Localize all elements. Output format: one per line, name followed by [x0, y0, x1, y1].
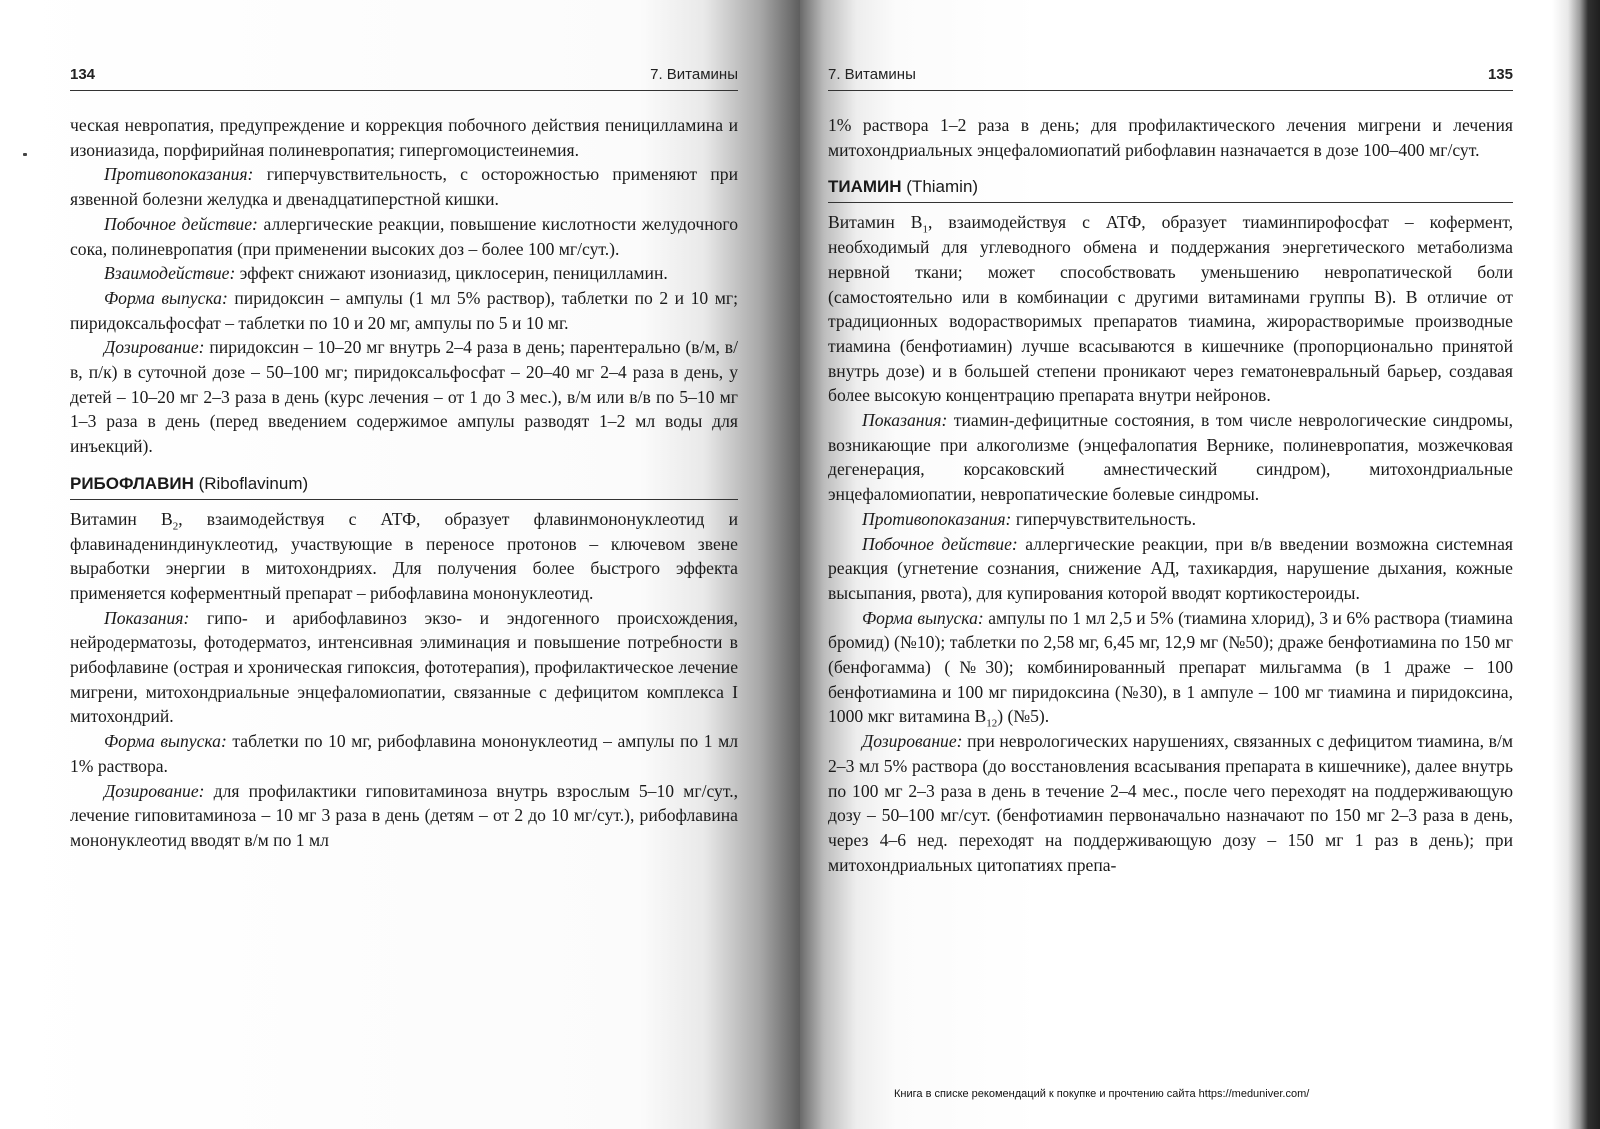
paragraph-continuation: 1% раствора 1–2 раза в день; для профилактического лечения мигрени и лечения митохондриальных энцефаломиопатий рибофлавин назначается в дозе 100–400 мг/сут. — [828, 115, 1513, 160]
running-head: 7. Витамины — [650, 66, 738, 83]
paragraph-side-effects — [828, 532, 1513, 606]
section-heading-riboflavin — [70, 472, 738, 500]
intro-text: , взаимодействуя с АТФ, образует флавинмононуклеотид и флавинадениндинуклеотид, участвующие в переносе протонов – ключевом звене выработки энергии в митохондриях. Для получения более быстрого эффекта применяется коферментный препарат – рибофлавина мононуклеотид. — [70, 508, 738, 603]
paragraph-label: Противопоказания: — [862, 508, 1012, 529]
section-title: ТИАМИН — [828, 177, 902, 197]
page-number: 134 — [70, 66, 96, 83]
paragraph-text: эффект снижают изониазид, циклосерин, пеницилламин. — [235, 263, 668, 284]
paragraph-label: Взаимодействие: — [104, 263, 236, 284]
paragraph-indications — [70, 606, 738, 730]
paragraph-dosing — [828, 729, 1513, 877]
right-page — [800, 0, 1600, 1129]
paragraph-text: тиамин-дефицитные состояния, в том числе неврологические синдромы, возникающие при алкоголизме (энцефалопатия Вернике, полиневропатия, мозжечковая дегенерация, корсаковский амнестический синдром), митохондриальные энцефаломиопатии, невропатические болевые синдромы. — [828, 410, 1513, 505]
header-rule — [70, 90, 738, 91]
paragraph-text: аллергические реакции, повышение кислотности желудочного сока, полиневропатия (при применении высоких доз – более 100 мг/сут.). — [70, 213, 738, 259]
paragraph-dosage-form — [70, 729, 738, 778]
right-page-header — [828, 66, 1513, 86]
vitamin-subscript: 1 — [922, 223, 929, 236]
paragraph-label: Побочное действие: — [104, 213, 258, 234]
paragraph-text: гиперчувствительность, с осторожностью применяют при язвенной болезни желудка и двенадцатиперстной кишки. — [70, 164, 738, 210]
paragraph-label: Форма выпуска: — [104, 287, 228, 308]
paragraph-label: Дозирование: — [104, 780, 205, 801]
paragraph-contraindications — [828, 507, 1513, 532]
paragraph-contraindications — [70, 162, 738, 211]
intro-text: Витамин B — [70, 508, 173, 529]
paragraph-label: Показания: — [862, 410, 948, 431]
paragraph-label: Побочное действие: — [862, 533, 1018, 554]
section-title: РИБОФЛАВИН — [70, 473, 194, 493]
vitamin-subscript: 2 — [172, 520, 179, 533]
paragraph-text: ампулы по 1 мл 2,5 и 5% (тиамина хлорид), 3 и 6% раствора (тиамина бромид) (№10); таблетки по 2,58 мг, 6,45 мг, 12,9 мг (№50); драже бенфотиамина по 150 мг (бенфогамма) (№30); комбинированный препарат мильгамма (в 1 драже – 100 бенфотиамина и 100 мг пиридоксина (№30), в 1 ампуле – 100 мг тиамина и пиридоксина, 1000 мкг витамина B — [828, 607, 1513, 727]
left-page-body — [70, 113, 738, 853]
paragraph-text: ) (№5). — [997, 706, 1050, 727]
paragraph-label: Показания: — [104, 607, 190, 628]
paragraph-dosage-form — [828, 606, 1513, 730]
paragraph-intro — [828, 210, 1513, 408]
paragraph-interaction — [70, 261, 738, 286]
paragraph-text: пиридоксин – ампулы (1 мл 5% раствор), таблетки по 2 и 10 мг; пиридоксальфосфат – таблетки по 10 и 20 мг, ампулы по 5 и 10 мг. — [70, 287, 738, 333]
paragraph-indications — [828, 408, 1513, 507]
paragraph-side-effects — [70, 212, 738, 261]
paragraph-text: гиперчувствительность. — [1011, 508, 1196, 529]
paragraph-dosing — [70, 779, 738, 853]
intro-text: Витамин B — [828, 212, 923, 233]
paragraph-label: Дозирование: — [104, 337, 205, 358]
left-page-header — [70, 66, 738, 86]
page-number: 135 — [1487, 66, 1513, 83]
intro-text: , взаимодействуя с АТФ, образует тиаминпирофосфат – кофермент, необходимый для углеводного обмена и поддержания энергетического метаболизма нервной ткани; может способствовать уменьшению невропатической боли (самостоятельно или в комбинации с другими витаминами группы B). В отличие от традиционных водорастворимых препаратов тиамина, жирорастворимые производные тиамина (бенфотиамин) лучше всасываются в кишечнике (пропорционально принятой внутрь дозе) и в большей степени проникают через гематоневральный барьер, создавая более высокую концентрацию препарата внутри нейронов. — [828, 212, 1513, 406]
stray-mark — [23, 153, 27, 156]
paragraph-label: Противопоказания: — [104, 164, 254, 185]
header-rule — [828, 90, 1513, 91]
paragraph-text: для профилактики гиповитаминоза внутрь взрослым 5–10 мг/сут., лечение гиповитаминоза – 10 мг 3 раза в день (детям – от 2 до 10 мг/сут.), рибофлавина мононуклеотид вводят в/м по 1 мл — [70, 780, 738, 850]
section-latin-name: (Thiamin) — [901, 177, 979, 197]
paragraph-text: при неврологических нарушениях, связанных с дефицитом тиамина, в/м 2–3 мл 5% раствора (до восстановления всасывания препарата в кишечнике), далее внутрь по 100 мг 2–3 раза в день в течение 2–4 мес., после чего переходят на поддерживающую дозу – 50–100 мг/сут. (бенфотиамин первоначально назначают по 150 мг 2–3 раза в день, через 4–6 нед. переходят на поддерживающую дозу – 150 мг 1 раз в день); при митохондриальных цитопатиях препа- — [828, 731, 1513, 875]
footer-note: Книга в списке рекомендаций к покупке и прочтению сайта https://meduniver.com/ — [894, 1088, 1310, 1100]
vitamin-subscript: 12 — [986, 717, 998, 730]
paragraph-text: гипо- и арибофлавиноз экзо- и эндогенного происхождения, нейродерматозы, фотодерматоз, интенсивная элиминация и повышение потребности в рибофлавине (острая и хроническая гипоксия, фототерапия), профилактическое лечение мигрени, митохондриальные энцефаломиопатии, связанные с дефицитом комплекса I митохондрий. — [70, 607, 738, 727]
paragraph-text: пиридоксин – 10–20 мг внутрь 2–4 раза в день; парентерально (в/м, в/в, п/к) в суточной дозе – 50–100 мг; пиридоксальфосфат – 20–40 мг 2–4 раза в день, у детей – 10–20 мг 2–3 раза в день (курс лечения – от 1 до 3 мес.), в/м или в/в по 5–10 мг 1–3 раза в день (перед введением содержимое ампулы разводят 1–2 мл воды для инъекций). — [70, 337, 738, 457]
running-head: 7. Витамины — [828, 66, 916, 83]
section-heading-thiamin — [828, 175, 1513, 203]
paragraph-dosing — [70, 335, 738, 459]
section-latin-name: (Riboflavinum) — [193, 473, 309, 493]
paragraph-text: аллергические реакции, при в/в введении возможна системная реакция (угнетение сознания, снижение АД, тахикардия, нарушение дыхания, кожные высыпания, рвота), для купирования которой вводят кортикостероиды. — [828, 533, 1514, 603]
right-page-body — [828, 113, 1513, 877]
paragraph-label: Дозирование: — [862, 731, 963, 752]
paragraph-label: Форма выпуска: — [862, 607, 984, 628]
paragraph-dosage-form — [70, 286, 738, 335]
paragraph-text: таблетки по 10 мг, рибофлавина мононуклеотид – ампулы по 1 мл 1% раствора. — [70, 731, 738, 776]
paragraph-continuation: ческая невропатия, предупреждение и коррекция побочного действия пеницилламина и изониазида, порфирийная полиневропатия; гипергомоцистеинемия. — [70, 115, 738, 160]
paragraph-intro — [70, 507, 738, 606]
paragraph-label: Форма выпуска: — [104, 731, 227, 752]
